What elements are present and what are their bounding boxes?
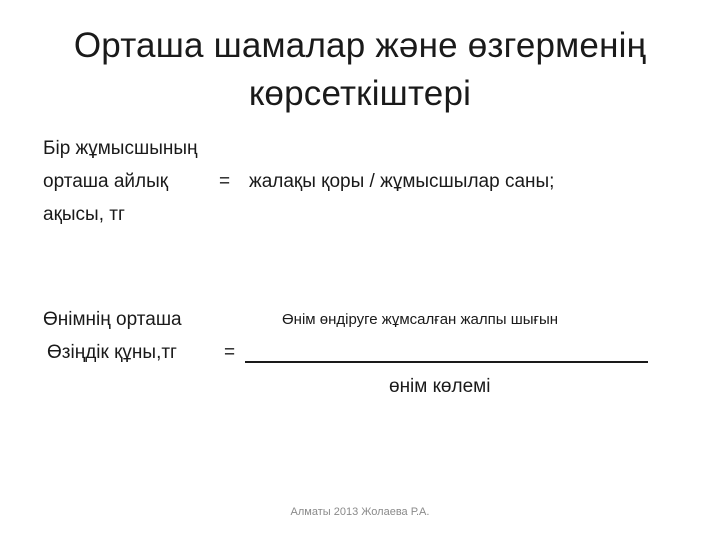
slide-footer: Алматы 2013 Жолаева Р.А.: [290, 506, 430, 518]
title-line-1: Орташа шамалар және өзгерменің: [73, 26, 647, 65]
average-cost-label-line-1: Өнімнің орташа: [43, 309, 182, 330]
average-salary-label: [43, 132, 198, 231]
average-cost-label-line-2: Өзіңдік құны,тг: [47, 342, 177, 363]
fraction-denominator: өнім көлемі: [389, 376, 491, 397]
average-cost-equals-sign: =: [224, 342, 236, 363]
average-salary-equals-sign: =: [219, 171, 231, 192]
fraction-bar: [245, 361, 648, 363]
fraction-numerator: Өнім өндіруге жұмсалған жалпы шығын: [282, 311, 559, 328]
average-salary-label-line-2: орташа айлық: [43, 171, 169, 192]
average-salary-formula: жалақы қоры / жұмысшылар саны;: [249, 171, 555, 192]
average-salary-label-line-1: Бір жұмысшының: [43, 138, 198, 159]
average-salary-label-line-3: ақысы, тг: [43, 204, 125, 225]
title-line-2: көрсеткіштері: [248, 74, 472, 113]
slide-title: [40, 22, 680, 118]
